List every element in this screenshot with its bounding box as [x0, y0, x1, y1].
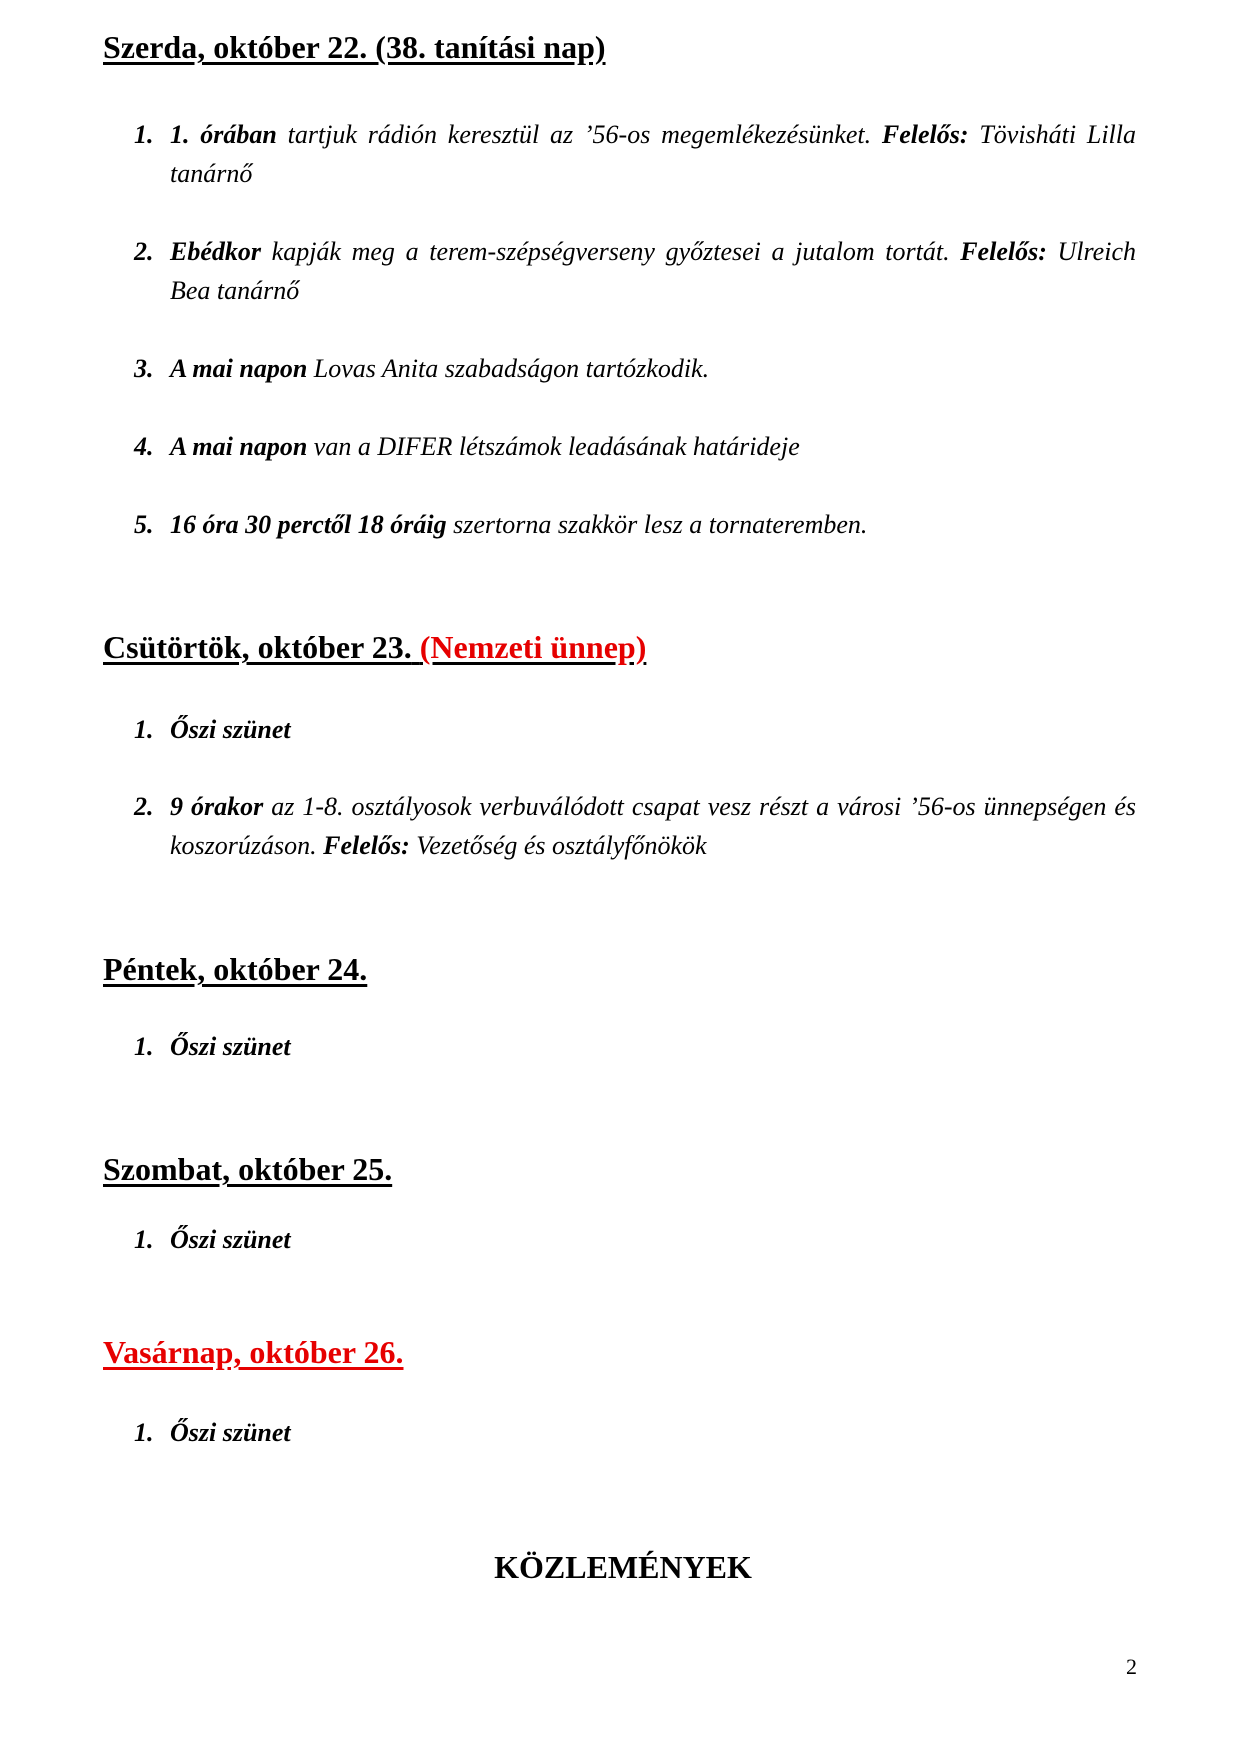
announcements-title — [0, 1547, 1240, 1587]
list-item — [134, 232, 1136, 310]
list-item — [134, 1027, 1136, 1066]
item-description: tartjuk rádión keresztül az ’56-os megemlékezésünket. — [276, 120, 882, 149]
item-bold-lead: 16 óra 30 perctől 18 óráig — [170, 510, 447, 539]
heading-date: Csütörtök, október 23. — [103, 629, 412, 665]
item-number: 1. — [134, 1225, 154, 1254]
item-text — [170, 115, 1136, 193]
list-item — [134, 349, 1136, 388]
list-item — [134, 710, 1136, 749]
item-description: Lovas Anita szabadságon tartózkodik. — [307, 354, 710, 383]
item-bold-lead: Őszi szünet — [170, 715, 291, 744]
item-text — [170, 505, 1136, 544]
item-number: 1. — [134, 1032, 154, 1061]
list-item — [134, 427, 1136, 466]
list-item — [134, 1220, 1136, 1259]
item-text — [170, 1027, 1136, 1066]
item-number: 3. — [134, 354, 154, 383]
item-text — [170, 349, 1136, 388]
item-description: kapják meg a terem-szépségverseny győztesei a jutalom tortát. — [261, 237, 961, 266]
page-number: 2 — [1126, 1654, 1137, 1679]
day-heading-sunday: Vasárnap, október 26. — [103, 1334, 404, 1370]
item-description: van a DIFER létszámok leadásának határideje — [307, 432, 800, 461]
item-number: 1. — [134, 120, 154, 149]
item-bold-lead: A mai napon — [170, 354, 308, 383]
item-text — [170, 710, 1136, 749]
item-bold-lead: Őszi szünet — [170, 1418, 291, 1447]
item-bold-lead: A mai napon — [170, 432, 308, 461]
item-number: 1. — [134, 1418, 154, 1447]
item-description: szertorna szakkör lesz a tornateremben. — [446, 510, 868, 539]
responsible-person: Vezetőség és osztályfőnökök — [409, 831, 707, 860]
day-heading-wednesday: Szerda, október 22. (38. tanítási nap) — [103, 29, 606, 65]
list-item — [134, 787, 1136, 865]
day-heading-friday: Péntek, október 24. — [103, 951, 368, 987]
item-text — [170, 1413, 1136, 1452]
announcements-title-text: KÖZLEMÉNYEK — [494, 1549, 752, 1585]
holiday-label: (Nemzeti ünnep) — [419, 629, 647, 665]
list-item — [134, 115, 1136, 193]
item-number: 4. — [134, 432, 154, 461]
item-number: 2. — [134, 792, 154, 821]
item-text — [170, 232, 1136, 310]
item-text — [170, 427, 1136, 466]
responsible-label: Felelős: — [960, 237, 1047, 266]
item-number: 5. — [134, 510, 154, 539]
list-item — [134, 505, 1136, 544]
item-number: 1. — [134, 715, 154, 744]
item-bold-lead: Ebédkor — [170, 237, 261, 266]
item-bold-lead: 1. órában — [170, 120, 277, 149]
item-bold-lead: Őszi szünet — [170, 1032, 291, 1061]
list-item — [134, 1413, 1136, 1452]
responsible-person: Ulreich Bea tanárnő — [170, 237, 1136, 305]
day-heading-saturday: Szombat, október 25. — [103, 1151, 393, 1187]
responsible-label: Felelős: — [881, 120, 969, 149]
item-bold-lead: 9 órakor — [170, 792, 264, 821]
item-text — [170, 787, 1136, 865]
item-number: 2. — [134, 237, 154, 266]
item-bold-lead: Őszi szünet — [170, 1225, 291, 1254]
item-text — [170, 1220, 1136, 1259]
responsible-label: Felelős: — [323, 831, 410, 860]
day-heading-thursday — [103, 627, 646, 667]
item-description: az 1-8. osztályosok verbuválódott csapat vesz részt a városi ’56-os ünnepségen és koszorúzáson. — [170, 792, 1136, 860]
responsible-person: Tövisháti Lilla tanárnő — [170, 120, 1137, 188]
